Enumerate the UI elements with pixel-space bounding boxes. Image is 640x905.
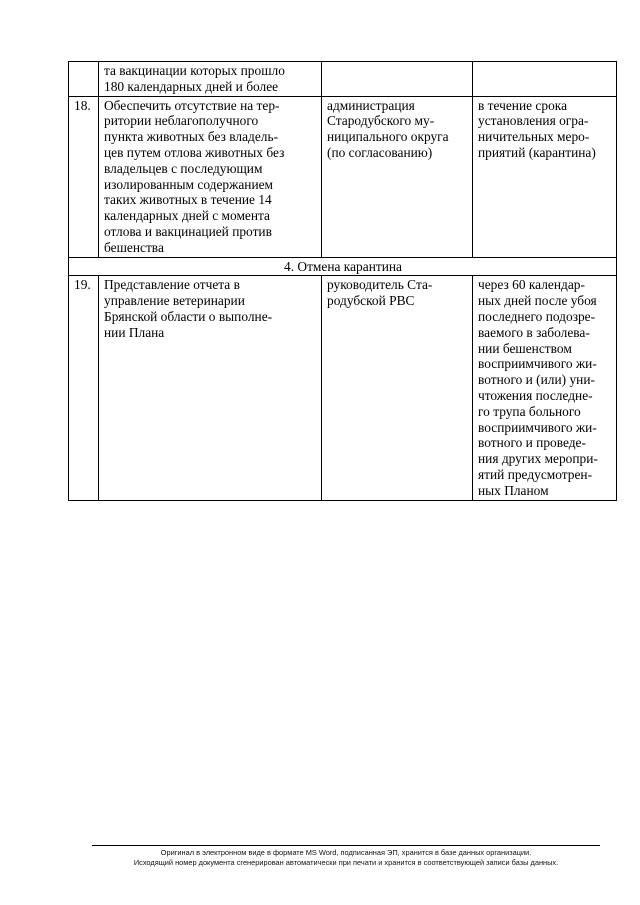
document-footer bbox=[92, 845, 600, 868]
plan-table bbox=[68, 61, 617, 501]
text-line: отлова и вакцинацией против bbox=[104, 223, 272, 239]
text-line: восприимчивого жи- bbox=[478, 419, 597, 435]
text-line: управление ветеринарии bbox=[104, 293, 245, 309]
table-row bbox=[69, 62, 617, 97]
text-line: родубской РВС bbox=[327, 293, 415, 309]
row-number-cell: 19. bbox=[69, 276, 99, 500]
section-row bbox=[69, 257, 617, 276]
text-line: приятий (карантина) bbox=[478, 144, 596, 160]
text-line: пункта животных без владель- bbox=[104, 129, 279, 145]
text-line: календарных дней с момента bbox=[104, 208, 270, 224]
row-number-cell bbox=[69, 62, 99, 97]
text-line: владельцев с последующим bbox=[104, 160, 263, 176]
action-cell bbox=[99, 276, 322, 500]
deadline-cell bbox=[473, 62, 617, 97]
text-line: последнего подозре- bbox=[478, 308, 596, 324]
text-line: Стародубского му- bbox=[327, 113, 435, 129]
responsible-cell bbox=[322, 96, 473, 257]
text-line: цев путем отлова животных без bbox=[104, 144, 285, 160]
text-line: установления огра- bbox=[478, 113, 589, 129]
text-line: восприимчивого жи- bbox=[478, 356, 597, 372]
section-title: 4. Отмена карантина bbox=[69, 257, 617, 276]
text-line: вотного и проведе- bbox=[478, 435, 586, 451]
text-line: руководитель Ста- bbox=[327, 277, 433, 293]
text-line: администрация bbox=[327, 97, 415, 113]
text-line: Представление отчета в bbox=[104, 277, 240, 293]
text-line: го трупа больного bbox=[478, 403, 581, 419]
table-row bbox=[69, 276, 617, 500]
text-line: изолированным содержанием bbox=[104, 176, 274, 192]
text-line: 180 календарных дней и более bbox=[104, 78, 279, 94]
text-line: в течение срока bbox=[478, 97, 568, 113]
text-line: ничительных меро- bbox=[478, 129, 590, 145]
text-line: чтожения последне- bbox=[478, 387, 593, 403]
text-line: та вакцинации которых прошло bbox=[104, 63, 285, 78]
footer-line: Оригинал в электронном виде в формате MS Word, подписанная ЭП, хранится в базе данных организации. bbox=[160, 848, 532, 857]
table-row bbox=[69, 96, 617, 257]
text-line: ния других меропри- bbox=[478, 451, 598, 467]
text-line: таких животных в течение 14 bbox=[104, 192, 272, 208]
text-line: ных дней после убоя bbox=[478, 293, 597, 309]
deadline-cell bbox=[473, 276, 617, 500]
text-line: ятий предусмотрен- bbox=[478, 466, 593, 482]
action-cell bbox=[99, 96, 322, 257]
text-line: ниципального округа bbox=[327, 129, 449, 145]
action-cell bbox=[99, 62, 322, 97]
text-line: нии бешенством bbox=[478, 340, 572, 356]
text-line: ваемого в заболева- bbox=[478, 324, 590, 340]
text-line: Обеспечить отсутствие на тер- bbox=[104, 97, 280, 113]
responsible-cell bbox=[322, 62, 473, 97]
text-line: Брянской области о выполне- bbox=[104, 308, 273, 324]
responsible-cell bbox=[322, 276, 473, 500]
text-line: бешенства bbox=[104, 239, 164, 255]
text-line: ритории неблагополучного bbox=[104, 113, 259, 129]
deadline-cell bbox=[473, 96, 617, 257]
text-line: нии Плана bbox=[104, 324, 165, 340]
footer-line: Исходящий номер документа сгенерирован автоматически при печати и хранится в соответствующей записи базы данных. bbox=[133, 858, 559, 867]
text-line: вотного и (или) уни- bbox=[478, 372, 595, 388]
text-line: (по согласованию) bbox=[327, 144, 433, 160]
row-number-cell: 18. bbox=[69, 96, 99, 257]
text-line: ных Планом bbox=[478, 482, 549, 498]
text-line: через 60 календар- bbox=[478, 277, 585, 293]
